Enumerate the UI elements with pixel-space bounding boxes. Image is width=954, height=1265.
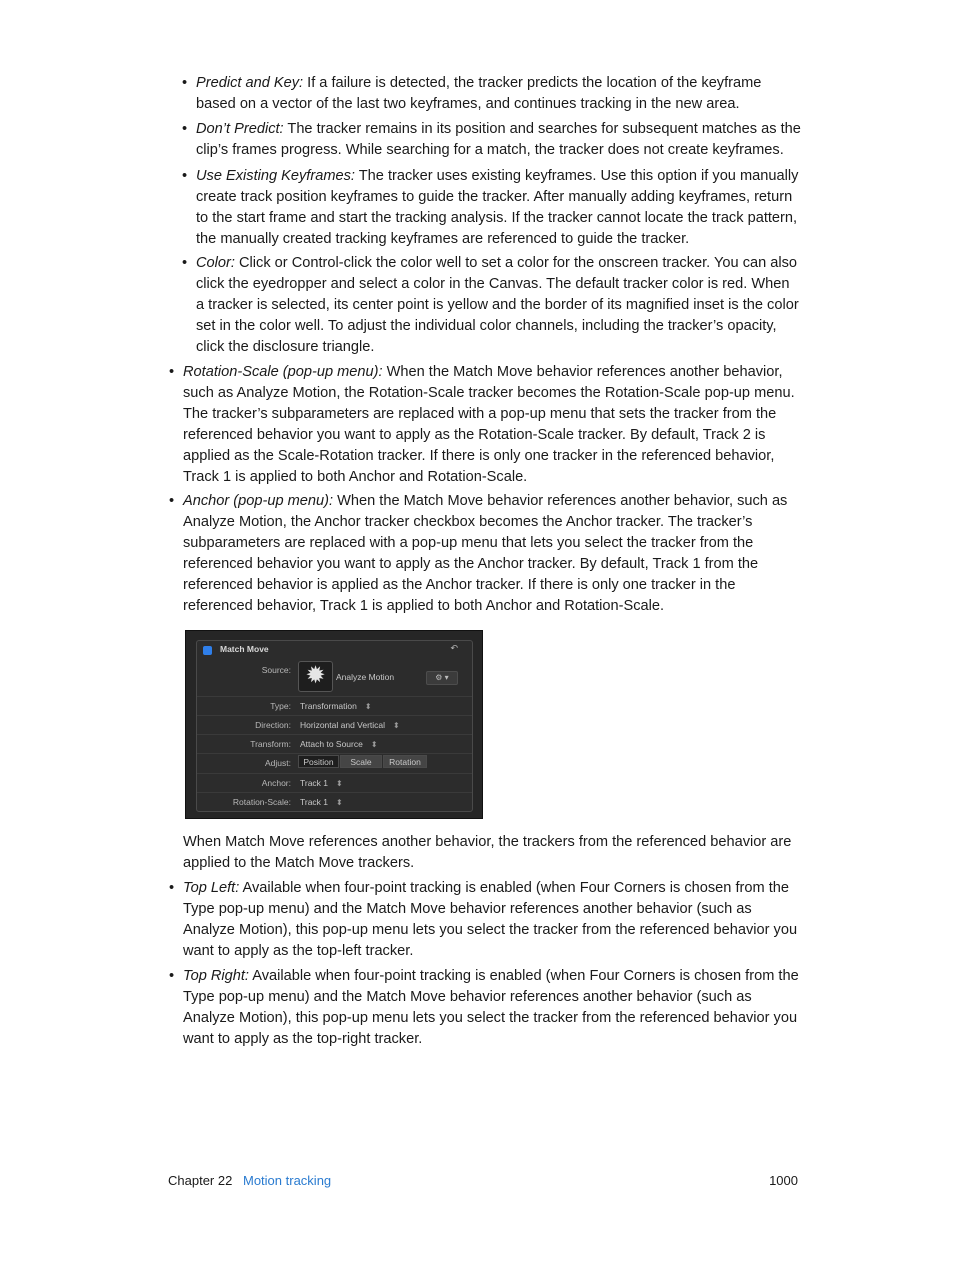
footer-section-link[interactable]: Motion tracking (243, 1173, 332, 1188)
footer-chapter: Chapter 22 (168, 1173, 233, 1188)
list-item: • Top Left: Available when four-point tracking is enabled (when Four Corners is chosen from the Type pop-up menu) and the Match Move behavior references another behavior (such as Analyze Motion), this pop-up menu lets you select the tracker from the referenced behavior you want to apply as the top-left tracker. (169, 880, 798, 959)
list-item: • Rotation-Scale (pop-up menu): When the Match Move behavior references another behavior, such as Analyze Motion, the Rotation-Scale tracker becomes the Rotation-Scale pop-up menu. The tracker’s subparameters are replaced with a pop-up menu that sets the tracker from the referenced behavior you want to apply as the Rotation-Scale tracker. By default, Track 2 is applied as the Scale-Rotation tracker. If there is only one tracker in the referenced behavior, Track 1 is applied to both Anchor and Rotation-Scale. (169, 364, 795, 485)
analyze-motion-gear-icon: ✹ (305, 662, 326, 689)
page-number: 1000 (769, 1173, 798, 1188)
updown-arrow-icon: ⬍ (364, 702, 372, 711)
direction-popup[interactable]: Horizontal and Vertical ⬍ (300, 720, 400, 730)
source-name: Analyze Motion (336, 672, 395, 682)
list-item: • Predict and Key: If a failure is detected, the tracker predicts the location of the keyframe based on a vector of the last two keyframes, and continues tracking in the new area. (182, 75, 762, 112)
updown-arrow-icon: ⬍ (336, 779, 343, 788)
list-item: • Top Right: Available when four-point tracking is enabled (when Four Corners is chosen from the Type pop-up menu) and the Match Move behavior references another behavior (such as Analyze Motion), this pop-up menu lets you select the tracker from the referenced behavior you want to apply as the top-right tracker. (169, 968, 799, 1047)
direction-row (197, 715, 472, 735)
panel-title: Match Move (220, 644, 269, 654)
adjust-scale-button[interactable]: Scale (340, 755, 382, 768)
source-action-menu[interactable]: ⚙ ▾ (426, 671, 458, 685)
anchor-row (197, 773, 472, 793)
type-popup[interactable]: Transformation ⬍ (300, 701, 372, 711)
match-move-panel (196, 640, 473, 812)
source-label: Source: (261, 665, 291, 675)
list-item: • Color: Click or Control-click the color well to set a color for the onscreen tracker. You can also click the eyedropper and select a color in the Canvas. The default tracker color is red. When a tracker is selected, its center point is yellow and the border of its magnified inset is the color set in the color well. To adjust the individual color channels, including the tracker’s opacity, click the disclosure triangle. (182, 255, 799, 355)
updown-arrow-icon: ⬍ (336, 798, 343, 807)
type-row (197, 696, 472, 716)
source-well[interactable] (298, 661, 333, 692)
adjust-rotation-button[interactable]: Rotation (383, 755, 427, 768)
rotation-scale-row (197, 792, 472, 812)
updown-arrow-icon: ⬍ (370, 740, 378, 749)
body-paragraph: When Match Move references another behavior, the trackers from the referenced behavior are applied to the Match Move trackers. (183, 834, 792, 871)
adjust-label: Adjust: (265, 758, 291, 768)
list-item: • Don’t Predict: The tracker remains in its position and searches for subsequent matches as the clip’s frames progress. While searching for a match, the tracker does not create keyframes. (182, 121, 801, 158)
updown-arrow-icon: ⬍ (393, 721, 400, 730)
reset-icon[interactable]: ↶ (450, 643, 458, 653)
anchor-label: Anchor: (261, 778, 291, 788)
transform-popup[interactable]: Attach to Source ⬍ (300, 739, 378, 749)
type-label: Type: (270, 701, 291, 711)
rotation-scale-popup[interactable]: Track 1 ⬍ (300, 797, 343, 807)
rotation-scale-label: Rotation-Scale: (232, 797, 291, 807)
list-item: • Anchor (pop-up menu): When the Match Move behavior references another behavior, such as Analyze Motion, the Anchor tracker checkbox becomes the Anchor tracker. The tracker’s subparameters are replaced with a pop-up menu that lets you select the tracker from the referenced behavior you want to apply as the Anchor tracker. By default, Track 1 from the referenced behavior is applied as the Anchor tracker. If there is only one tracker in the referenced behavior, Track 1 is applied to both Anchor and Rotation-Scale. (169, 493, 788, 614)
enable-checkbox[interactable] (203, 646, 212, 655)
match-move-inspector-screenshot (185, 630, 483, 819)
anchor-popup[interactable]: Track 1 ⬍ (300, 778, 343, 788)
transform-label: Transform: (250, 739, 291, 749)
direction-label: Direction: (255, 720, 291, 730)
adjust-position-button[interactable]: Position (298, 755, 339, 768)
transform-row (197, 734, 472, 754)
adjust-row (197, 753, 472, 773)
list-item: • Use Existing Keyframes: The tracker uses existing keyframes. Use this option if you manually create track position keyframes to guide the tracker. After manually adding keyframes, return to the start frame and start the tracking analysis. If the tracker cannot locate the track pattern, the manually created tracking keyframes are referenced to guide the tracker. (182, 168, 799, 247)
